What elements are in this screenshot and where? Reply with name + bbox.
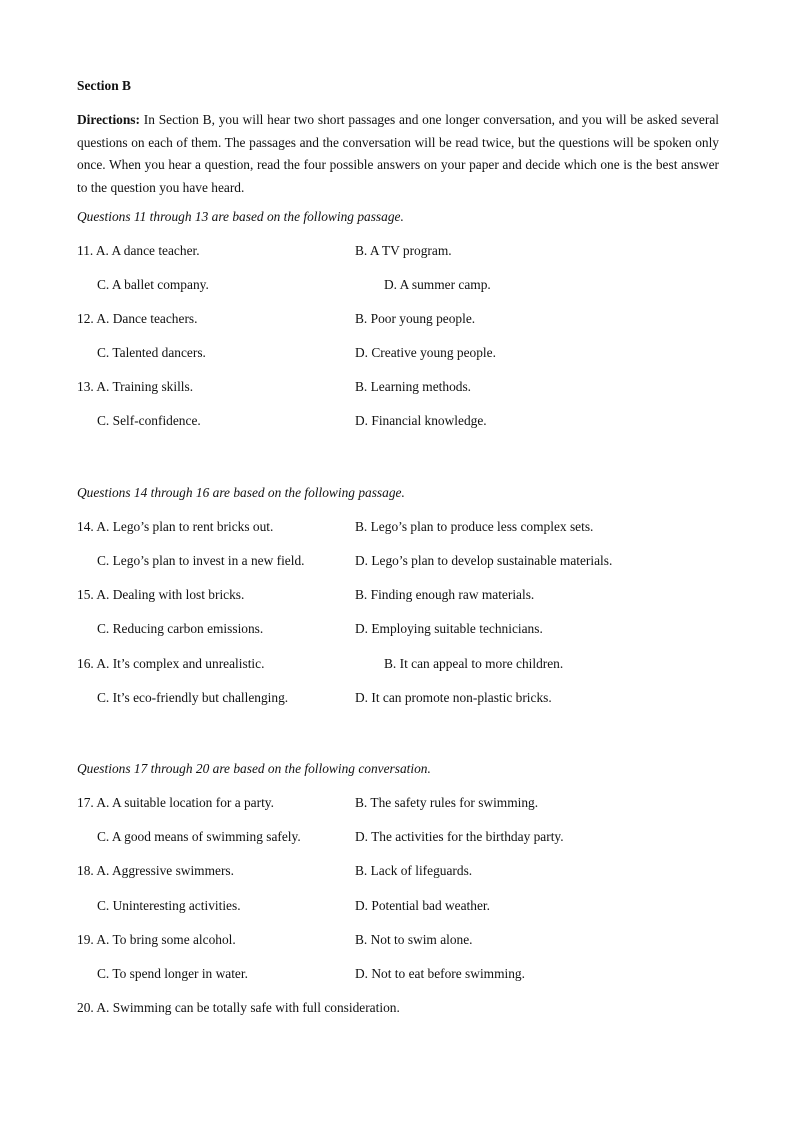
- q15-option-c: C. Reducing carbon emissions.: [97, 621, 264, 636]
- q11-option-a: 11. A. A dance teacher.: [77, 243, 200, 258]
- q14-option-c: C. Lego’s plan to invest in a new field.: [97, 553, 305, 568]
- q18-option-b: B. Lack of lifeguards.: [355, 863, 473, 878]
- q14-option-b: B. Lego’s plan to produce less complex sets.: [355, 519, 594, 534]
- section-title: Section B: [77, 78, 131, 93]
- group-intro-14-16: Questions 14 through 16 are based on the following passage.: [77, 485, 405, 500]
- directions-label: Directions:: [77, 112, 140, 127]
- group-intro-17-20: Questions 17 through 20 are based on the following conversation.: [77, 761, 431, 776]
- q11-option-d: D. A summer camp.: [384, 277, 491, 292]
- q15-option-b: B. Finding enough raw materials.: [355, 587, 535, 602]
- q15-option-a: 15. A. Dealing with lost bricks.: [77, 587, 245, 602]
- q11-option-c: C. A ballet company.: [97, 277, 209, 292]
- q16-option-d: D. It can promote non-plastic bricks.: [355, 690, 552, 705]
- q12-option-a: 12. A. Dance teachers.: [77, 311, 198, 326]
- q19-option-d: D. Not to eat before swimming.: [355, 966, 525, 981]
- q16-option-a: 16. A. It’s complex and unrealistic.: [77, 656, 265, 671]
- q17-option-b: B. The safety rules for swimming.: [355, 795, 539, 810]
- q17-option-d: D. The activities for the birthday party.: [355, 829, 564, 844]
- q17-option-a: 17. A. A suitable location for a party.: [77, 795, 274, 810]
- group-intro-11-13: Questions 11 through 13 are based on the following passage.: [77, 209, 404, 224]
- q16-option-b: B. It can appeal to more children.: [384, 656, 564, 671]
- q12-option-b: B. Poor young people.: [355, 311, 476, 326]
- directions-paragraph: [77, 109, 719, 199]
- q20-option-a: 20. A. Swimming can be totally safe with full consideration.: [77, 1000, 400, 1015]
- q19-option-b: B. Not to swim alone.: [355, 932, 473, 947]
- q19-option-c: C. To spend longer in water.: [97, 966, 248, 981]
- q18-option-c: C. Uninteresting activities.: [97, 898, 241, 913]
- q13-option-a: 13. A. Training skills.: [77, 379, 194, 394]
- q14-option-a: 14. A. Lego’s plan to rent bricks out.: [77, 519, 274, 534]
- q11-option-b: B. A TV program.: [355, 243, 452, 258]
- q12-option-c: C. Talented dancers.: [97, 345, 206, 360]
- q15-option-d: D. Employing suitable technicians.: [355, 621, 543, 636]
- directions-text: In Section B, you will hear two short passages and one longer conversation, and you will be asked several questions on each of them. The passages and the conversation will be read twice, but the questions will be spoken only once. When you hear a question, read the four possible answers on your paper and decide which one is the best answer to the question you have heard.: [77, 112, 719, 195]
- q12-option-d: D. Creative young people.: [355, 345, 496, 360]
- q14-option-d: D. Lego’s plan to develop sustainable materials.: [355, 553, 613, 568]
- q16-option-c: C. It’s eco-friendly but challenging.: [97, 690, 289, 705]
- q18-option-a: 18. A. Aggressive swimmers.: [77, 863, 234, 878]
- q13-option-c: C. Self-confidence.: [97, 413, 201, 428]
- q13-option-b: B. Learning methods.: [355, 379, 472, 394]
- q19-option-a: 19. A. To bring some alcohol.: [77, 932, 236, 947]
- q18-option-d: D. Potential bad weather.: [355, 898, 490, 913]
- q13-option-d: D. Financial knowledge.: [355, 413, 487, 428]
- q17-option-c: C. A good means of swimming safely.: [97, 829, 301, 844]
